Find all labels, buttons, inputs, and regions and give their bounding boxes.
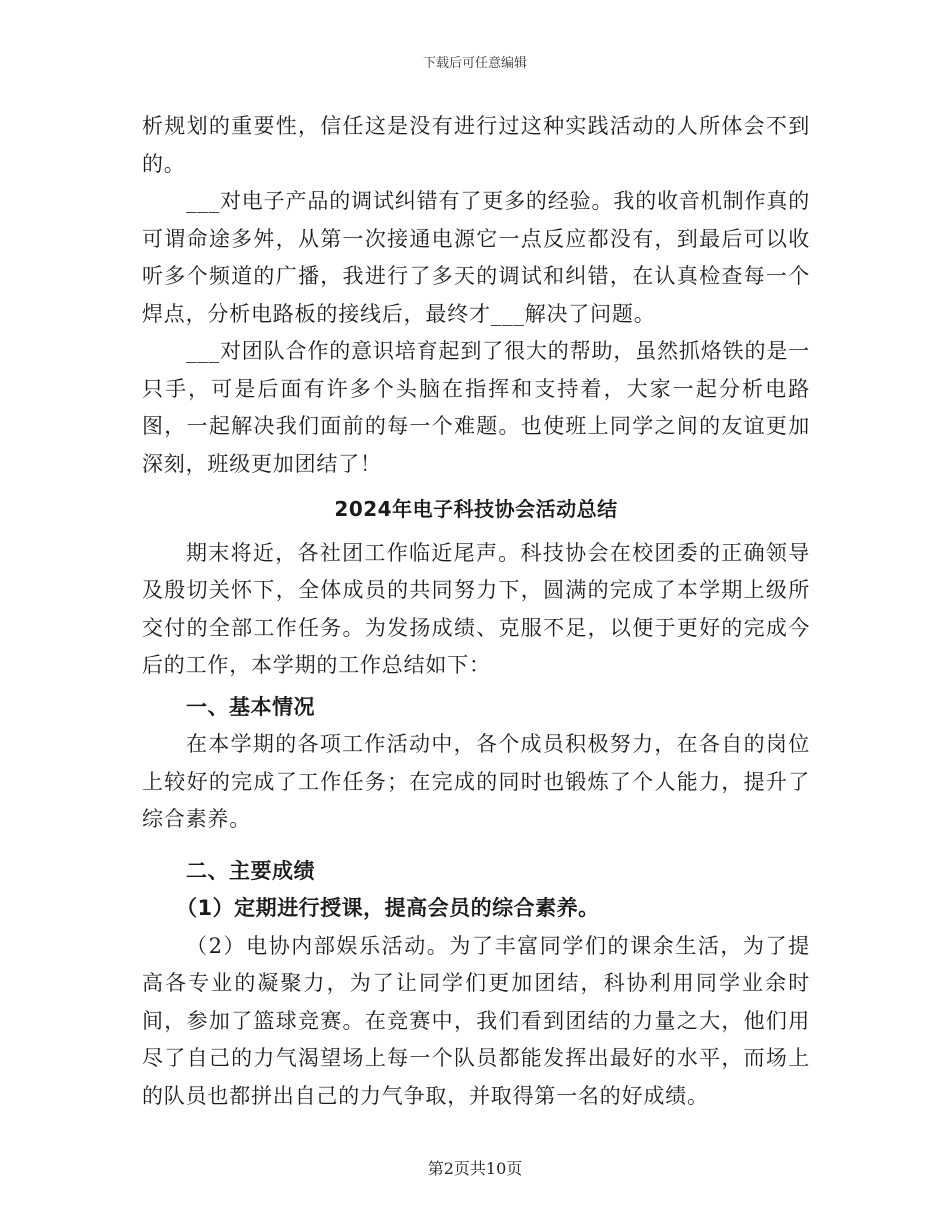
document-body — [142, 108, 810, 1115]
paragraph-debugging-experience: ___对电子产品的调试纠错有了更多的经验。我的收音机制作真的可谓命途多舛，从第一次接通电源它一点反应都没有，到最后可以收听多个频道的广播，我进行了多天的调试和纠错，在认真检查每一个焊点，分析电路板的接线后，最终才___解决了问题。 — [142, 189, 810, 326]
section-heading-achievements: 二、主要成绩 — [186, 858, 315, 883]
paragraph-teamwork: ___对团队合作的意识培育起到了很大的帮助，虽然抓烙铁的是一只手，可是后面有许多个头脑在指挥和支持着，大家一起分析电路图，一起解决我们面前的每一个难题。也使班上同学之间的友谊更加深刻，班级更加团结了！ — [142, 339, 810, 476]
intro-paragraph: 期末将近，各社团工作临近尾声。科技协会在校团委的正确领导及殷切关怀下，全体成员的共同努力下，圆满的完成了本学期上级所交付的全部工作任务。为发扬成绩、克服不足，以便于更好的完成今后的工作，本学期的工作总结如下： — [142, 540, 810, 677]
section-heading-basic: 一、基本情况 — [186, 694, 315, 719]
paragraph-continued: 析规划的重要性，信任这是没有进行过这种实践活动的人所体会不到的。 — [142, 114, 810, 176]
achievement-item-2: （2）电协内部娱乐活动。为了丰富同学们的课余生活，为了提高各专业的凝聚力，为了让同学们更加团结，科协利用同学业余时间，参加了篮球竞赛。在竞赛中，我们看到团结的力量之大，他们用尽了自己的力气渴望场上每一个队员都能发挥出最好的水平，而场上的队员也都拼出自己的力气争取，并取得第一名的好成绩。 — [142, 933, 810, 1108]
page-footer: 第2页共10页 — [427, 1159, 523, 1178]
page-header: 下载后可任意编辑 — [422, 56, 527, 71]
section-body-basic: 在本学期的各项工作活动中，各个成员积极努力，在各自的岗位上较好的完成了工作任务；在完成的同时也锻炼了个人能力，提升了综合素养。 — [142, 732, 810, 831]
achievement-item-1: （1）定期进行授课，提高会员的综合素养。 — [176, 896, 600, 920]
document-title: 2024年电子科技协会活动总结 — [334, 497, 618, 521]
